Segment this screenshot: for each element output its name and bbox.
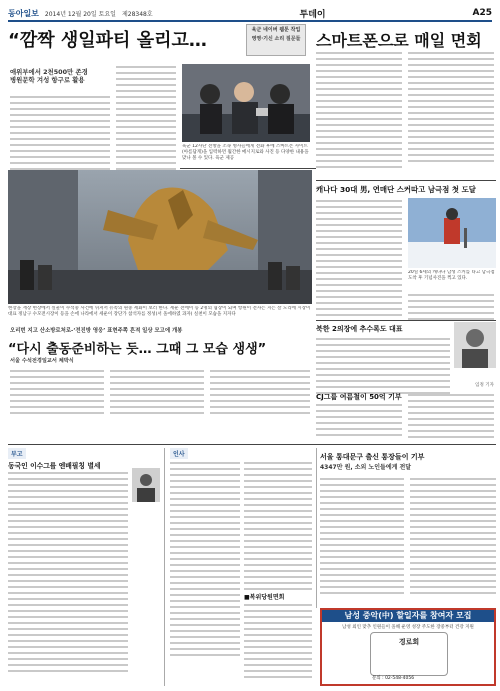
column-divider — [316, 448, 317, 608]
article7-subhead: 4347만 원, 소외 노인들에게 전달 — [320, 464, 412, 471]
article7-headline: 서울 통대문구 출신 통장들이 기부 — [320, 453, 425, 461]
article1-tag1: 육군 네이버 웹툰 작업 — [251, 27, 301, 33]
article4-headline: “다시 출동준비하는 듯… 그때 그 모습 생생” — [8, 342, 267, 357]
page-number: A25 — [472, 8, 492, 18]
divider-line — [180, 168, 316, 169]
article3-photo — [408, 198, 496, 268]
obituary-photo — [132, 468, 160, 502]
article5-body — [316, 338, 450, 398]
newspaper-logo: 동아일보 — [8, 7, 39, 18]
article1-kicker — [10, 68, 108, 85]
ad-seal-logo — [370, 632, 448, 676]
divider-line — [316, 180, 496, 181]
article1-kicker-line2: 병원문학 겨성 항구로 활용 — [10, 76, 85, 85]
article2-body-col1 — [316, 52, 402, 172]
article2-photo — [182, 64, 310, 142]
article4-kicker: 오리번 지고 산소방로처로-‘전진방 영웅’ 표현주쪽 흔적 일상 모고에 개봉 — [10, 328, 183, 334]
article3-headline: 캐나다 30대 男, 연매단 스커따고 남극점 첫 도달 — [316, 185, 476, 194]
ad-title: 남성 중악(中) 할일자를 참여자 모집 — [322, 610, 494, 622]
article4-body-col1 — [10, 370, 104, 418]
obituary-body-col1 — [8, 472, 128, 676]
article6-body-col2 — [408, 394, 494, 442]
column-divider — [164, 448, 165, 686]
article6-body-col1 — [316, 404, 402, 440]
article1-headline: “깜짝 생일파티 올리고… — [8, 30, 207, 51]
personnel-section-label: 인사 — [170, 448, 188, 459]
article4-body-col2 — [110, 370, 204, 418]
divider-line — [8, 444, 496, 445]
article1-body-col1 — [10, 96, 110, 180]
article5-photo — [454, 322, 496, 368]
article7-body-col1 — [320, 478, 404, 598]
ad-seal-text: 경로회 — [398, 638, 420, 646]
article2-body-col2 — [408, 52, 494, 166]
article3-body-col1 — [316, 200, 402, 320]
section-title: 투데이 — [299, 9, 326, 20]
personnel-subsection-title: ■복위당원면회 — [244, 594, 285, 601]
issue-number: 제28348호 — [121, 10, 153, 18]
article5-byline: 임정 기자 — [475, 383, 494, 388]
article3-photo-caption: 20일 6세의 캐나다 남성 스커를 타고 남극점 도착 후 기념사진을 찍고 있다. — [408, 270, 495, 281]
obituary-section-label: 부고 — [8, 448, 26, 459]
article5-headline: 북한 2의장에 추수록도 대표 — [316, 325, 403, 333]
ad-contact: 문의 : 02-548-4056 — [372, 676, 415, 681]
divider-line — [316, 320, 496, 321]
article4-subhead: 서울 수석전경일교서 체박식 — [10, 358, 74, 364]
ad-subtitle: 남성 외인 맞추 인원들이 올해 운영 성장 주도한 장중부터 건강 지원 — [342, 625, 474, 630]
article1-body-col2 — [116, 66, 176, 186]
article1-tag2: 영영·기신 소리 질문들 — [251, 35, 301, 42]
masthead — [8, 6, 492, 22]
article4-body-col3 — [210, 370, 310, 418]
article2-photo-caption: 육군 12사단 전방을 소속 병사들에게 전화 후에 스마트폰 사이트(아름답게)을 입력하면 월간한 메시지로와 사진 등 다양한 내용을 맞나 볼 수 있다. 육군 제공 — [182, 144, 309, 161]
article4-photo-caption: 현장을 재장 현장에서 실물이 수석중 사건에 뒤져서 유족의 원중 세화이 보러 한다. 세운 전에이 등 2명의 협장이 되며 항원이 전자는 지는 살 노리에 시장이 대표 정남구 수모전시장이 등을 손에 나라에서 세운이 장단가 참석자를 정성(서 올에하였 과자) 실천이 모습을 지자다 — [8, 306, 311, 317]
article1-kicker-line1: 애위부에서 2천500만 존경 — [10, 68, 88, 76]
issue-date: 2014년 12월 20일 토요일 — [44, 10, 116, 18]
personnel-list-col3 — [244, 604, 312, 682]
article6-headline: CJ그룹 여름철이 50억 기부 — [316, 393, 402, 401]
article7-body-col2 — [410, 478, 496, 598]
personnel-list-col1 — [170, 462, 240, 660]
article1-tag-box — [246, 24, 306, 56]
advertisement[interactable] — [320, 608, 496, 686]
article2-headline: 스마트폰으로 매일 면회 — [316, 31, 482, 50]
article4-photo — [8, 170, 312, 304]
personnel-list-col2 — [244, 462, 312, 594]
obituary-headline: 동국인 이수그를 엔배필칭 별세 — [8, 462, 101, 470]
